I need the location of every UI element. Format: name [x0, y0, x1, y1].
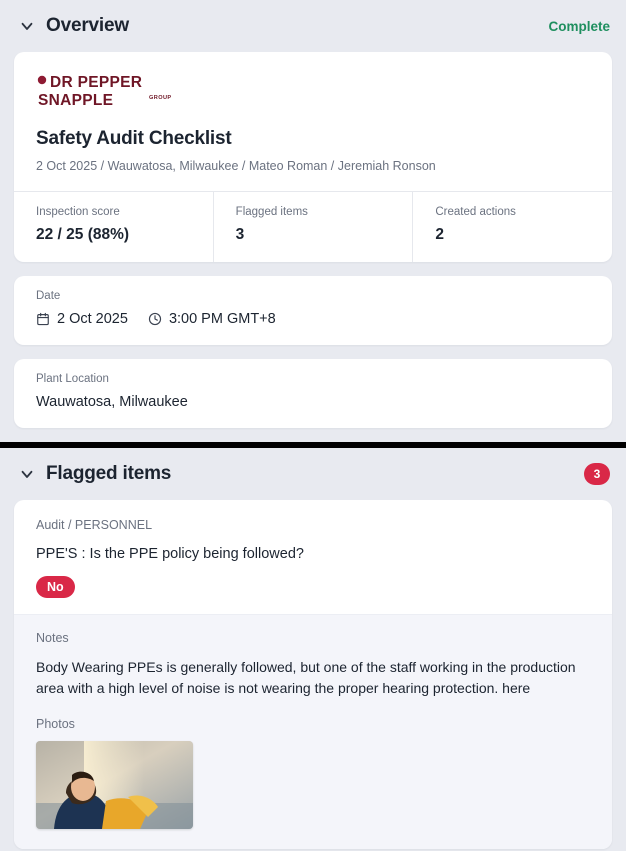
- notes-label: Notes: [36, 631, 69, 645]
- overview-header-right: [548, 19, 610, 34]
- date-text: 2 Oct 2025: [57, 311, 128, 327]
- svg-text:GROUP: GROUP: [149, 95, 172, 101]
- dr-pepper-snapple-logo-icon: [36, 72, 174, 114]
- stats-row: [14, 191, 612, 262]
- time-text: 3:00 PM GMT+8: [168, 311, 276, 327]
- status-badge[interactable]: Complete: [548, 18, 610, 34]
- flagged-header-right: [584, 463, 610, 485]
- answer-badge: No: [36, 576, 75, 598]
- stat-inspection-score: [14, 192, 214, 262]
- plant-location-card: [14, 359, 612, 428]
- document-title: Safety Audit Checklist: [36, 128, 232, 149]
- brand-logo: [14, 52, 612, 120]
- stat-label: Created actions: [435, 206, 516, 218]
- overview-section-header[interactable]: [0, 0, 626, 52]
- date-field-label: Date: [36, 290, 61, 302]
- date-chunk: [36, 311, 128, 327]
- overview-card: [14, 52, 612, 262]
- chevron-down-icon[interactable]: [16, 15, 38, 37]
- plant-location-label: Plant Location: [36, 373, 109, 385]
- photos-label: Photos: [36, 717, 75, 731]
- clock-icon: [148, 312, 162, 326]
- flagged-count-badge: 3: [584, 463, 610, 485]
- stat-label: Flagged items: [235, 206, 308, 218]
- date-field-value: [36, 311, 590, 327]
- svg-text:SNAPPLE: SNAPPLE: [38, 92, 114, 109]
- flagged-item-notes-block: [14, 614, 612, 849]
- stat-label: Inspection score: [36, 206, 120, 218]
- calendar-icon: [36, 312, 50, 326]
- stat-value: 22 / 25 (88%): [36, 226, 130, 243]
- flagged-item-card: [14, 500, 612, 849]
- breadcrumb: Audit / PERSONNEL: [36, 518, 153, 532]
- stat-created-actions: [413, 192, 612, 262]
- document-subtitle: 2 Oct 2025 / Wauwatosa, Milwaukee / Mateo Roman / Jeremiah Ronson: [36, 159, 436, 173]
- stat-value: 2: [435, 226, 444, 243]
- svg-text:DR PEPPER: DR PEPPER: [50, 74, 143, 91]
- notes-text: Body Wearing PPEs is generally followed, but one of the staff working in the production area with a high level of noise is not wearing the proper hearing protection. here: [36, 659, 576, 696]
- photo-thumbnail[interactable]: [36, 741, 193, 829]
- date-field-card: [14, 276, 612, 345]
- time-chunk: [148, 311, 276, 327]
- stat-value: 3: [235, 226, 245, 243]
- flagged-item-question: PPE'S : Is the PPE policy being followed?: [36, 546, 304, 562]
- chevron-down-icon[interactable]: [16, 463, 38, 485]
- page-title: Overview: [46, 15, 129, 36]
- plant-location-value: Wauwatosa, Milwaukee: [36, 394, 188, 410]
- flagged-items-title: Flagged items: [46, 463, 172, 484]
- worker-photo-icon: [36, 741, 193, 829]
- stat-flagged-items: [214, 192, 414, 262]
- flagged-item-header: [14, 500, 612, 614]
- flagged-items-section-header[interactable]: [0, 448, 626, 500]
